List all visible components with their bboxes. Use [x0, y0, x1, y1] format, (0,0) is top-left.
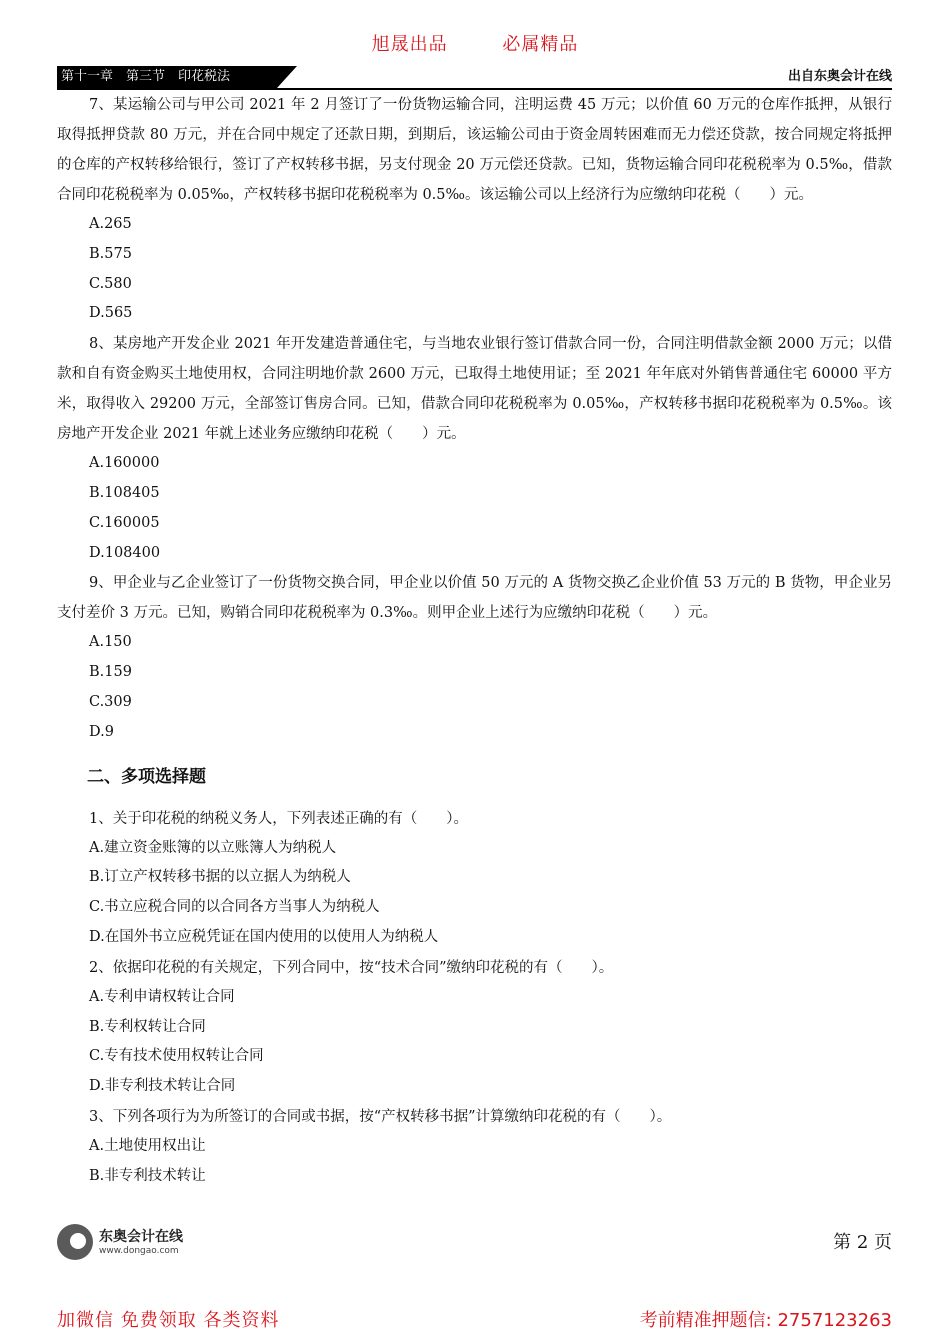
- option: C.580: [89, 275, 132, 292]
- question-8: 8、某房地产开发企业 2021 年开发建造普通住宅，与当地农业银行签订借款合同一份，合同注明借款金额 2000 万元；以借款和自有资金购买土地使用权，合同注明地价款 2600 万元，已取得土地使用证；至 2021 年年底对外销售普通住宅 60000 平方米，取得收入 29200 万元，全部签订售房合同。已知，借款合同印花税税率为 0.05‰，产权转移书据印花税税率为 0.5‰。该房地产开发企业 2021 年就上述业务应缴纳印花税（ ）元。: [57, 336, 892, 443]
- banner-right: 必属精品: [502, 34, 579, 55]
- chapter-label: 第十一章 第三节 印花税法: [57, 66, 277, 88]
- option: D.9: [89, 723, 114, 740]
- page-header: [57, 66, 892, 90]
- option: C.160005: [89, 514, 160, 531]
- option: B.108405: [89, 484, 160, 501]
- option: D.在国外书立应税凭证在国内使用的以使用人为纳税人: [89, 928, 439, 945]
- option: D.非专利技术转让合同: [89, 1078, 236, 1095]
- page-number: 第 2 页: [833, 1232, 892, 1253]
- option: D.565: [89, 305, 133, 322]
- document-body: [57, 90, 892, 1192]
- section-title: 二、多项选择题: [87, 766, 206, 787]
- banner-left: 旭晟出品: [371, 34, 448, 55]
- logo-name: 东奥会计在线: [99, 1229, 183, 1245]
- multi-question-1: 1、关于印花税的纳税义务人，下列表述正确的有（ ）。: [89, 810, 468, 827]
- promo-left: 加微信 免费领取 各类资料: [57, 1310, 280, 1331]
- logo-circle-icon: [57, 1224, 93, 1260]
- question-7: 7、某运输公司与甲公司 2021 年 2 月签订了一份货物运输合同，注明运费 45 万元；以价值 60 万元的仓库作抵押，从银行取得抵押贷款 80 万元，并在合同中规定了还款日期，到期后，该运输公司由于资金周转困难而无力偿还贷款，按合同规定将抵押的仓库的产权转移给银行，签订了产权转移书据，另支付现金 20 万元偿还贷款。已知，货物运输合同印花税税率为 0.5‰，借款合同印花税税率为 0.05‰，产权转移书据印花税税率为 0.5‰。该运输公司以上经济行为应缴纳印花税（ ）元。: [57, 97, 892, 203]
- option: B.575: [89, 245, 132, 262]
- dongao-logo: [57, 1222, 217, 1266]
- option: A.建立资金账簿的以立账簿人为纳税人: [89, 839, 337, 856]
- option: A.150: [89, 634, 132, 651]
- option: B.非专利技术转让: [89, 1167, 206, 1184]
- multi-question-3: 3、下列各项行为为所签订的合同或书据，按“产权转移书据”计算缴纳印花税的有（ ）。: [89, 1108, 672, 1125]
- option: A.160000: [89, 455, 160, 472]
- option: A.专利申请权转让合同: [89, 988, 235, 1005]
- top-banner: [0, 30, 950, 56]
- multi-question-2: 2、依据印花税的有关规定，下列合同中，按“技术合同”缴纳印花税的有（ ）。: [89, 959, 614, 976]
- promo-right: 考前精准押题信: 2757123263: [639, 1310, 892, 1331]
- option: B.订立产权转移书据的以立据人为纳税人: [89, 869, 351, 886]
- option: B.专利权转让合同: [89, 1018, 206, 1035]
- option: A.265: [89, 216, 132, 232]
- option: B.159: [89, 664, 132, 681]
- option: D.108400: [89, 544, 161, 561]
- option: A.土地使用权出让: [89, 1137, 206, 1154]
- question-9: 9、甲企业与乙企业签订了一份货物交换合同，甲企业以价值 50 万元的 A 货物交换乙企业价值 53 万元的 B 货物，甲企业另支付差价 3 万元。已知，购销合同印花税税率为 0.3‰。则甲企业上述行为应缴纳印花税（ ）元。: [57, 575, 892, 622]
- option: C.书立应税合同的以合同各方当事人为纳税人: [89, 899, 380, 916]
- source-label: 出自东奥会计在线: [787, 69, 892, 84]
- logo-url: www.dongao.com: [99, 1246, 179, 1256]
- option: C.309: [89, 693, 132, 710]
- option: C.专有技术使用权转让合同: [89, 1048, 264, 1065]
